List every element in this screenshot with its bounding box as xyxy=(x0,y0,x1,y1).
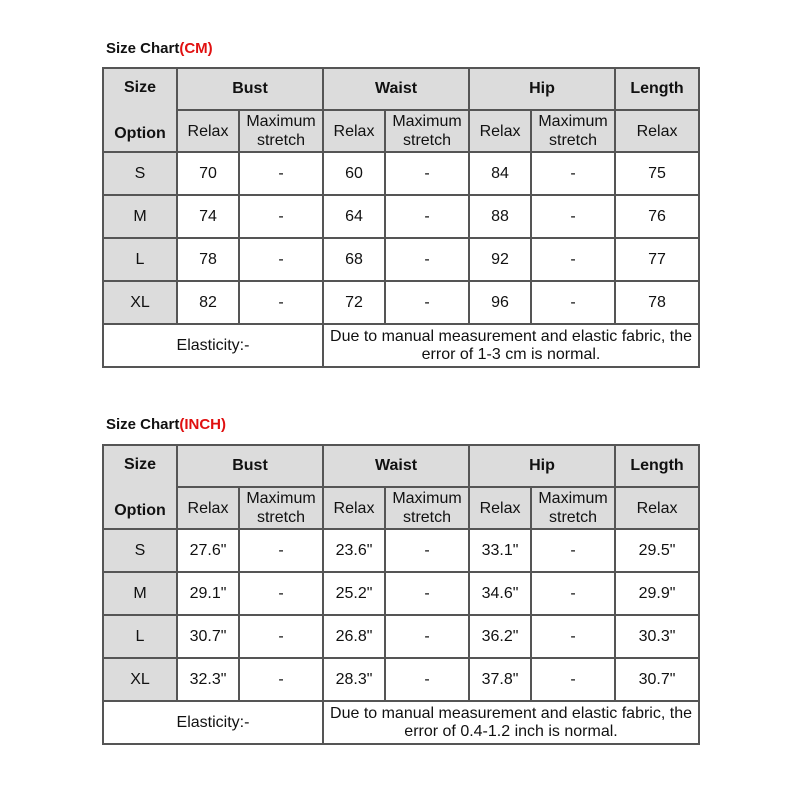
table-row xyxy=(103,238,699,281)
cell: 33.1" xyxy=(469,529,531,572)
size-table-cm xyxy=(102,67,700,368)
cell: - xyxy=(239,572,323,615)
header-bust: Bust xyxy=(177,68,323,110)
cell: - xyxy=(385,152,469,195)
size-table-inch xyxy=(102,444,700,745)
cell: - xyxy=(385,658,469,701)
cell: 26.8" xyxy=(323,615,385,658)
cell: - xyxy=(385,195,469,238)
cell: 32.3" xyxy=(177,658,239,701)
size-label: L xyxy=(103,615,177,658)
subheader: Relax xyxy=(469,487,531,529)
cell: - xyxy=(239,281,323,324)
cell: - xyxy=(385,281,469,324)
cell: 77 xyxy=(615,238,699,281)
elasticity-label: Elasticity:- xyxy=(103,701,323,744)
size-label: M xyxy=(103,195,177,238)
cell: 30.7" xyxy=(615,658,699,701)
subheader: Relax xyxy=(177,487,239,529)
header-length: Length xyxy=(615,68,699,110)
size-option-header: Size Option xyxy=(103,445,177,529)
cell: 34.6" xyxy=(469,572,531,615)
measurement-note: Due to manual measurement and elastic fabric, the error of 1-3 cm is normal. xyxy=(323,324,699,367)
cell: 27.6" xyxy=(177,529,239,572)
cell: - xyxy=(531,195,615,238)
cell: 29.1" xyxy=(177,572,239,615)
header-waist: Waist xyxy=(323,68,469,110)
cell: 28.3" xyxy=(323,658,385,701)
cell: - xyxy=(239,152,323,195)
cell: - xyxy=(385,529,469,572)
subheader: Maximum stretch xyxy=(385,110,469,152)
cell: - xyxy=(239,615,323,658)
cell: 70 xyxy=(177,152,239,195)
size-label: S xyxy=(103,152,177,195)
table-row xyxy=(103,572,699,615)
cell: 76 xyxy=(615,195,699,238)
size-option-header: Size Option xyxy=(103,68,177,152)
cell: 29.5" xyxy=(615,529,699,572)
size-chart-inch-title xyxy=(106,416,226,433)
cell: 68 xyxy=(323,238,385,281)
size-chart-cm-title xyxy=(106,40,213,57)
cell: 64 xyxy=(323,195,385,238)
cell: 82 xyxy=(177,281,239,324)
size-label: L xyxy=(103,238,177,281)
cell: 74 xyxy=(177,195,239,238)
header-waist: Waist xyxy=(323,445,469,487)
cell: - xyxy=(531,572,615,615)
subheader: Relax xyxy=(323,110,385,152)
cell: 84 xyxy=(469,152,531,195)
title-text: Size Chart xyxy=(106,40,180,57)
header-hip: Hip xyxy=(469,445,615,487)
cell: 78 xyxy=(615,281,699,324)
cell: - xyxy=(531,615,615,658)
header-hip: Hip xyxy=(469,68,615,110)
size-label: S xyxy=(103,529,177,572)
cell: - xyxy=(385,572,469,615)
cell: 25.2" xyxy=(323,572,385,615)
cell: 30.3" xyxy=(615,615,699,658)
subheader: Relax xyxy=(615,110,699,152)
cell: 36.2" xyxy=(469,615,531,658)
cell: 60 xyxy=(323,152,385,195)
cell: 72 xyxy=(323,281,385,324)
table-row xyxy=(103,615,699,658)
cell: 30.7" xyxy=(177,615,239,658)
subheader: Maximum stretch xyxy=(531,487,615,529)
subheader: Relax xyxy=(323,487,385,529)
cell: 96 xyxy=(469,281,531,324)
subheader: Maximum stretch xyxy=(531,110,615,152)
cell: - xyxy=(385,615,469,658)
cell: 92 xyxy=(469,238,531,281)
cell: - xyxy=(531,658,615,701)
cell: - xyxy=(531,529,615,572)
cell: - xyxy=(239,658,323,701)
size-label: XL xyxy=(103,281,177,324)
cell: 75 xyxy=(615,152,699,195)
subheader: Relax xyxy=(615,487,699,529)
elasticity-label: Elasticity:- xyxy=(103,324,323,367)
measurement-note: Due to manual measurement and elastic fabric, the error of 0.4-1.2 inch is normal. xyxy=(323,701,699,744)
cell: - xyxy=(239,238,323,281)
cell: 23.6" xyxy=(323,529,385,572)
header-length: Length xyxy=(615,445,699,487)
unit-label: (INCH) xyxy=(179,416,227,433)
cell: - xyxy=(531,152,615,195)
table-row xyxy=(103,152,699,195)
size-label: M xyxy=(103,572,177,615)
cell: 78 xyxy=(177,238,239,281)
cell: - xyxy=(531,238,615,281)
table-row xyxy=(103,281,699,324)
elasticity-row xyxy=(103,701,699,744)
subheader: Relax xyxy=(177,110,239,152)
header-bust: Bust xyxy=(177,445,323,487)
cell: - xyxy=(385,238,469,281)
title-text: Size Chart xyxy=(106,416,180,433)
table-row xyxy=(103,195,699,238)
subheader: Maximum stretch xyxy=(385,487,469,529)
elasticity-row xyxy=(103,324,699,367)
cell: - xyxy=(239,195,323,238)
size-label: XL xyxy=(103,658,177,701)
cell: 37.8" xyxy=(469,658,531,701)
cell: - xyxy=(531,281,615,324)
table-row xyxy=(103,658,699,701)
unit-label: (CM) xyxy=(179,40,213,57)
cell: 29.9" xyxy=(615,572,699,615)
subheader: Maximum stretch xyxy=(239,110,323,152)
subheader: Relax xyxy=(469,110,531,152)
cell: - xyxy=(239,529,323,572)
table-row xyxy=(103,529,699,572)
cell: 88 xyxy=(469,195,531,238)
subheader: Maximum stretch xyxy=(239,487,323,529)
